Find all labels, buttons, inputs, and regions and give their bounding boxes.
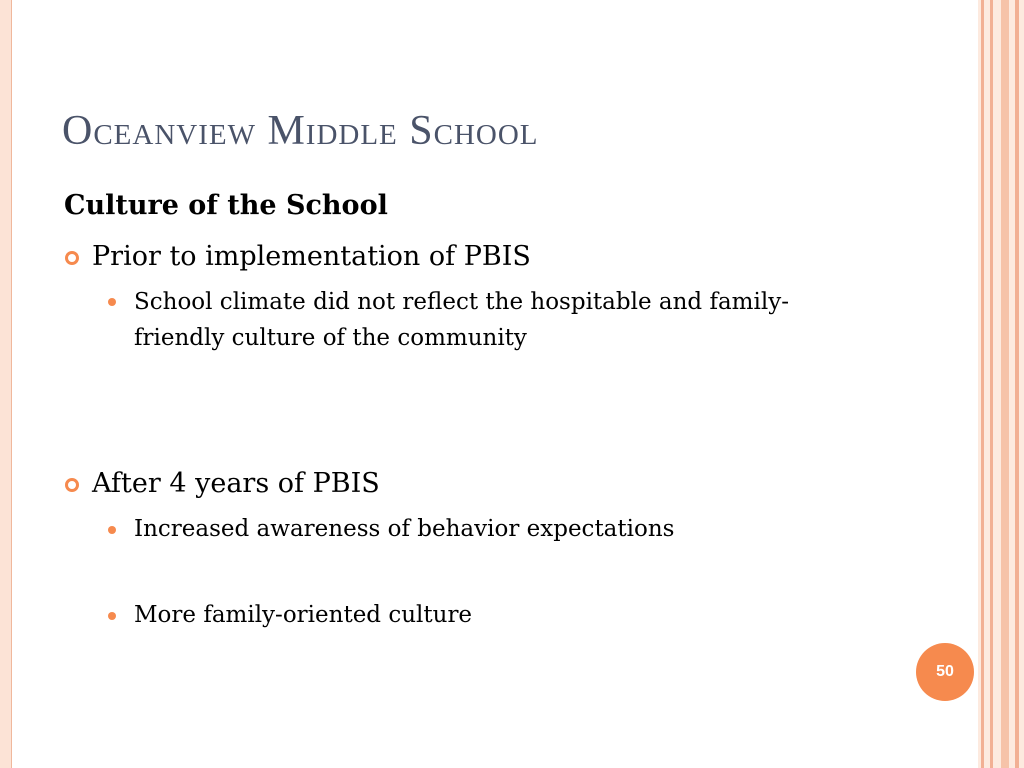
dot-bullet-icon: [108, 298, 116, 306]
right-frame-stripe: [1001, 0, 1009, 768]
bullet-after-pbis: After 4 years of PBIS: [92, 468, 380, 499]
dot-bullet-icon: [108, 612, 116, 620]
ring-bullet-icon: [65, 251, 79, 265]
right-frame-stripe: [1015, 0, 1019, 768]
page-number-badge: 50: [916, 643, 974, 701]
sub-bullet-school-climate: School climate did not reflect the hospitable and family-friendly culture of the community: [134, 289, 789, 351]
sub-bullet-family-culture: More family-oriented culture: [134, 602, 473, 628]
left-frame-border: [0, 0, 12, 768]
section-heading: Culture of the School: [64, 190, 388, 221]
right-frame-stripe: [990, 0, 993, 768]
slide-title: Oceanview Middle School: [62, 108, 539, 154]
right-frame-stripe: [981, 0, 984, 768]
dot-bullet-icon: [108, 526, 116, 534]
bullet-prior-to-pbis: Prior to implementation of PBIS: [92, 241, 531, 272]
sub-bullet-awareness: Increased awareness of behavior expectations: [134, 516, 675, 542]
ring-bullet-icon: [65, 478, 79, 492]
